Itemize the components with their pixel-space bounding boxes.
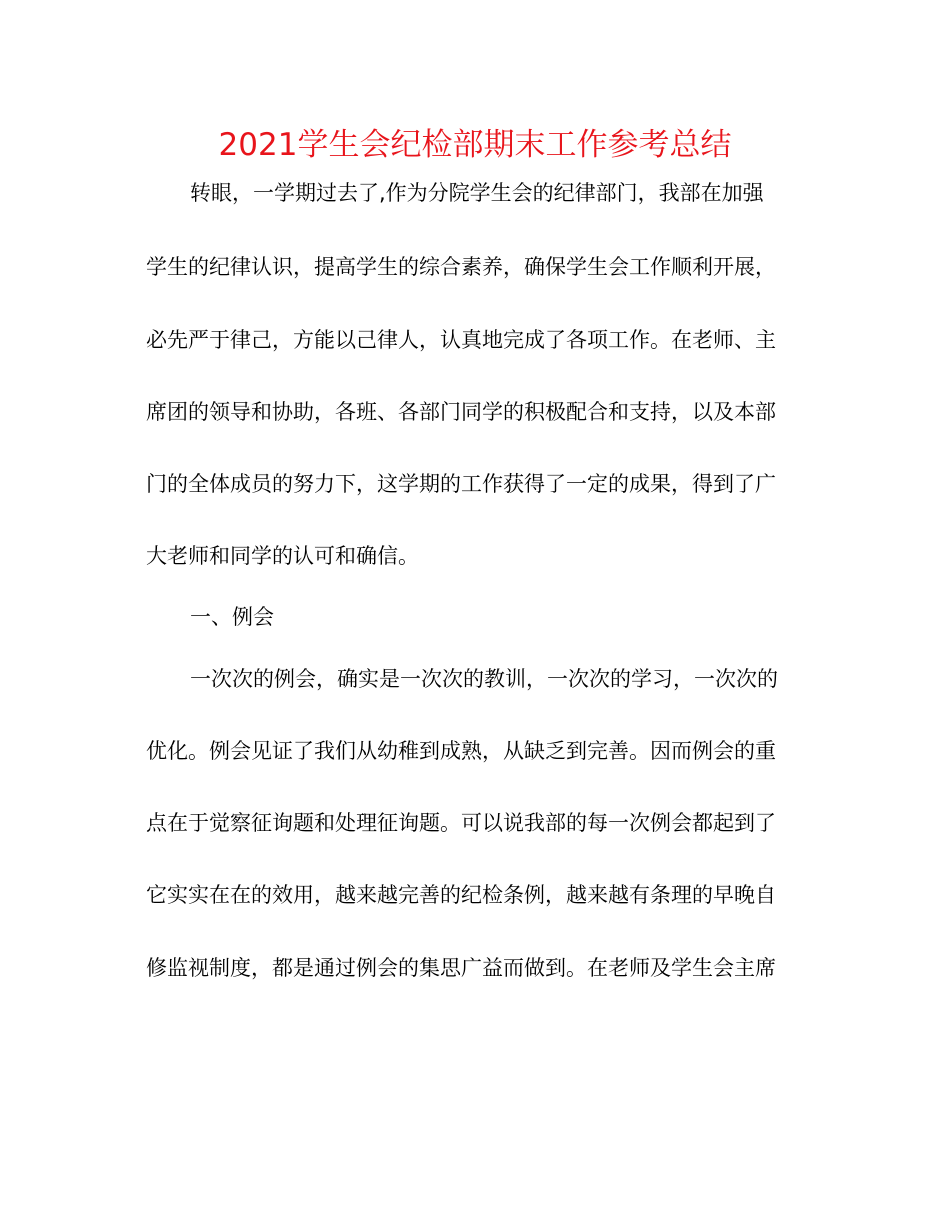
paragraph-line: 必先严于律己，方能以己律人，认真地完成了各项工作。在老师、主 bbox=[146, 328, 776, 352]
paragraph-line: 学生的纪律认识，提高学生的综合素养，确保学生会工作顺利开展， bbox=[146, 255, 776, 279]
paragraph-line: 点在于觉察征询题和处理征询题。可以说我部的每一次例会都起到了 bbox=[146, 811, 776, 835]
paragraph-line: 一次次的例会，确实是一次次的教训，一次次的学习，一次次的 bbox=[190, 667, 778, 691]
paragraph-line: 席团的领导和协助，各班、各部门同学的积极配合和支持，以及本部 bbox=[146, 400, 776, 424]
document-title: 2021学生会纪检部期末工作参考总结 bbox=[218, 127, 732, 163]
paragraph-line: 转眼，一学期过去了,作为分院学生会的纪律部门，我部在加强 bbox=[190, 181, 764, 205]
paragraph-line: 优化。例会见证了我们从幼稚到成熟，从缺乏到完善。因而例会的重 bbox=[146, 739, 776, 763]
paragraph-line: 大老师和同学的认可和确信。 bbox=[146, 544, 419, 568]
paragraph-line: 门的全体成员的努力下，这学期的工作获得了一定的成果，得到了广 bbox=[146, 472, 776, 496]
paragraph-line: 它实实在在的效用，越来越完善的纪检条例，越来越有条理的早晚自 bbox=[146, 883, 776, 907]
paragraph-line: 修监视制度，都是通过例会的集思广益而做到。在老师及学生会主席 bbox=[146, 956, 776, 980]
section-heading: 一、例会 bbox=[190, 605, 274, 629]
